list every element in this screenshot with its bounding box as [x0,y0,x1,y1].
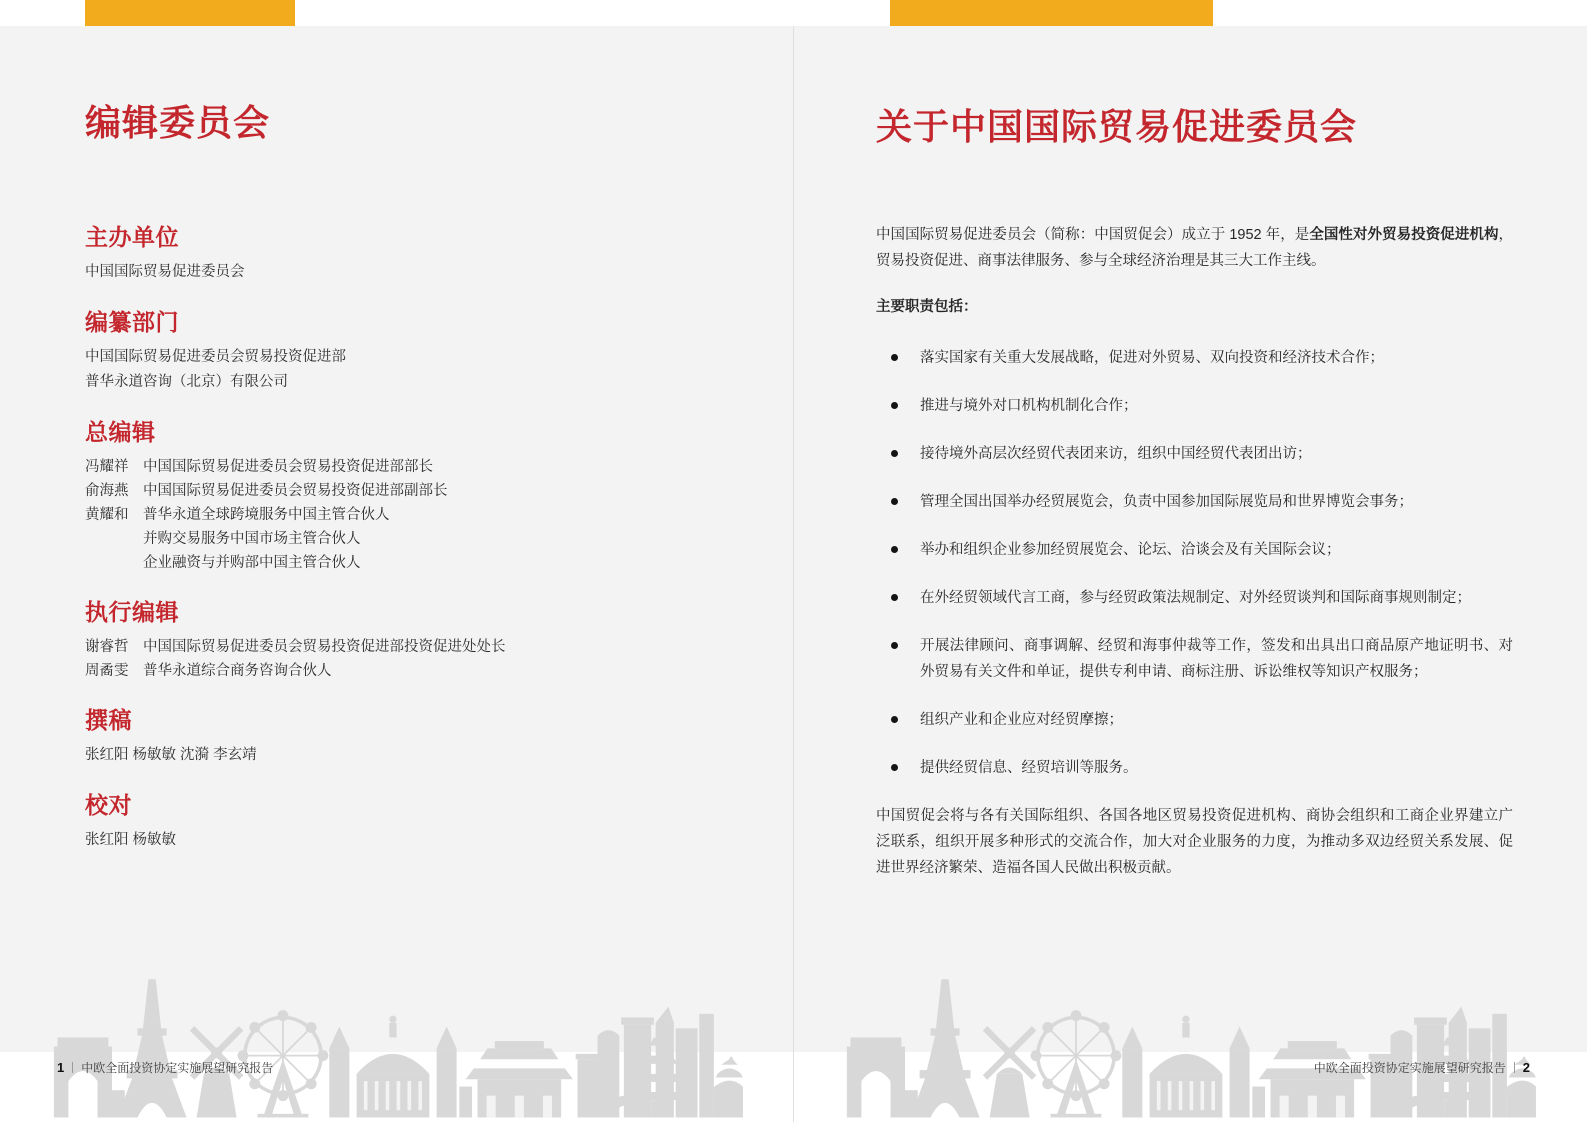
person-role: 普华永道综合商务咨询合伙人 [143,663,332,679]
duty-item [876,345,1513,371]
left-page-footer [57,1059,273,1076]
person-entry [85,455,725,479]
section-heading: 执行编辑 [85,599,179,625]
bullet-icon [891,450,898,457]
bullet-icon [891,402,898,409]
duty-item [876,537,1513,563]
duty-item [876,633,1513,685]
about-ccpit-content [876,222,1513,881]
person-name: 俞海燕 [85,483,129,499]
duty-item [876,755,1513,781]
person-name [85,527,143,551]
duty-text: 组织产业和企业应对经贸摩擦； [920,712,1123,728]
intro-paragraph [876,222,1513,274]
duty-text: 落实国家有关重大发展战略，促进对外贸易、双向投资和经济技术合作； [920,350,1384,366]
duty-text: 管理全国出国举办经贸展览会，负责中国参加国际展览局和世界博览会事务； [920,494,1413,510]
section-line: 中国国际贸易促进委员会 [85,264,245,280]
editorial-section [85,597,725,683]
person-role: 中国国际贸易促进委员会贸易投资促进部部长 [143,459,433,475]
bullet-icon [891,642,898,649]
page-number: 1 [57,1060,65,1075]
footer-separator [72,1062,73,1073]
section-heading: 编纂部门 [85,309,179,335]
left-page-title: 编辑委员会 [85,102,271,143]
footer-separator [1514,1062,1515,1073]
person-entry [85,551,725,575]
section-line: 张红阳 杨敏敏 沈漪 李玄靖 [85,747,257,763]
editorial-section [85,705,725,768]
footer-report-title: 中欧全面投资协定实施展望研究报告 [81,1061,274,1075]
duties-heading: 主要职责包括： [876,299,978,315]
bullet-icon [891,546,898,553]
right-page-footer [1314,1059,1530,1076]
duty-item [876,489,1513,515]
page-divider [793,26,794,1122]
person-entry [85,659,725,683]
person-role: 企业融资与并购部中国主管合伙人 [143,555,361,571]
person-role: 中国国际贸易促进委员会贸易投资促进部副部长 [143,483,448,499]
duty-text: 举办和组织企业参加经贸展览会、论坛、洽谈会及有关国际会议； [920,542,1341,558]
person-name: 冯耀祥 [85,459,129,475]
bullet-icon [891,594,898,601]
bullet-icon [891,764,898,771]
section-line: 张红阳 杨敏敏 [85,832,177,848]
duty-text: 在外经贸领域代言工商，参与经贸政策法规制定、对外经贸谈判和国际商事规则制定； [920,590,1471,606]
editorial-committee-sections [85,222,725,875]
section-line: 中国国际贸易促进委员会贸易投资促进部 [85,349,346,365]
person-entry [85,635,725,659]
section-heading: 撰稿 [85,707,132,733]
footer-report-title: 中欧全面投资协定实施展望研究报告 [1313,1061,1506,1075]
duty-item [876,393,1513,419]
page-number: 2 [1522,1060,1530,1075]
person-name: 周矞雯 [85,663,129,679]
section-heading: 校对 [85,792,132,818]
section-heading: 总编辑 [85,419,156,445]
duty-item [876,441,1513,467]
editorial-section [85,307,725,395]
intro-text-segment: 全国性对外贸易投资促进机构 [1309,227,1499,243]
intro-text-segment: ，贸易投资促进、商事法律服务、参与全球经济治理是其三大工作主线。 [876,227,1514,269]
editorial-section [85,222,725,285]
city-skyline-silhouette [823,972,1558,1122]
right-orange-accent-bar [890,0,1213,26]
person-role: 普华永道全球跨境服务中国主管合伙人 [143,507,390,523]
editorial-section [85,417,725,575]
person-name [85,551,143,575]
bullet-icon [891,716,898,723]
person-role: 中国国际贸易促进委员会贸易投资促进部投资促进处处长 [143,639,506,655]
person-name: 黄耀和 [85,507,129,523]
editorial-section [85,790,725,853]
section-line: 普华永道咨询（北京）有限公司 [85,374,288,390]
duty-text: 开展法律顾问、商事调解、经贸和海事仲裁等工作，签发和出具出口商品原产地证明书、对外贸易有关文件和单证，提供专利申请、商标注册、诉讼维权等知识产权服务； [920,638,1513,680]
closing-paragraph: 中国贸促会将与各有关国际组织、各国各地区贸易投资促进机构、商协会组织和工商企业界建立广泛联系，组织开展多种形式的交流合作，加大对企业服务的力度，为推动多双边经贸关系发展、促进世界经济繁荣、造福各国人民做出积极贡献。 [876,808,1513,876]
right-page-title: 关于中国国际贸易促进委员会 [876,106,1358,147]
duty-text: 提供经贸信息、经贸培训等服务。 [920,760,1138,776]
city-skyline-silhouette [30,972,765,1122]
bullet-icon [891,354,898,361]
person-entry [85,527,725,551]
duty-item [876,585,1513,611]
duties-list [876,345,1513,781]
duty-text: 推进与境外对口机构机制化合作； [920,398,1138,414]
duty-item [876,707,1513,733]
person-name: 谢睿哲 [85,639,129,655]
left-orange-accent-bar [85,0,295,26]
bullet-icon [891,498,898,505]
person-role: 并购交易服务中国市场主管合伙人 [143,531,361,547]
section-heading: 主办单位 [85,224,179,250]
person-entry [85,479,725,503]
duty-text: 接待境外高层次经贸代表团来访，组织中国经贸代表团出访； [920,446,1312,462]
person-entry [85,503,725,527]
intro-text-segment: 中国国际贸易促进委员会（简称：中国贸促会）成立于 1952 年，是 [876,227,1310,243]
